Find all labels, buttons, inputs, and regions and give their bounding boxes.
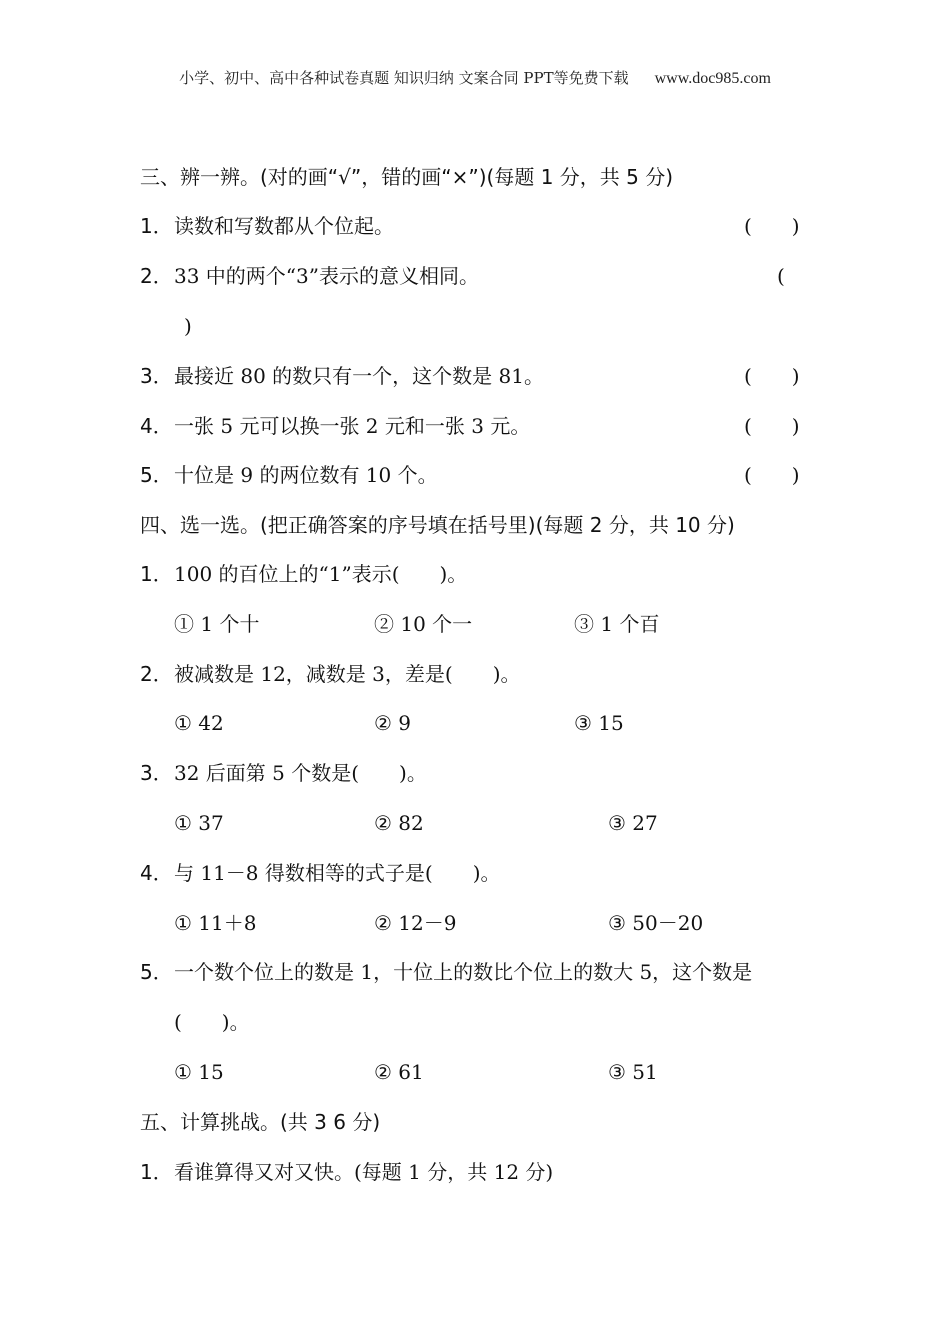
question-row xyxy=(140,1157,820,1187)
question-row-continued xyxy=(140,311,820,341)
header-site: www.doc985.com xyxy=(654,70,771,87)
option-1[interactable]: ① 42 xyxy=(174,711,224,735)
answer-paren-close[interactable]: ) xyxy=(184,314,192,338)
question-text: 100 的百位上的“1”表示( )。 xyxy=(174,562,468,586)
option-1[interactable]: ① 11＋8 xyxy=(174,911,257,935)
answer-paren[interactable]: ( ) xyxy=(744,463,800,487)
answer-paren[interactable]: ( ) xyxy=(744,364,800,388)
question-row xyxy=(140,858,820,888)
option-3[interactable]: ③ 1 个百 xyxy=(574,612,660,636)
section3-title: 三、辨一辨。(对的画“√”，错的画“×”)(每题 1 分，共 5 分) xyxy=(140,165,674,189)
question-text: 一张 5 元可以换一张 2 元和一张 3 元。 xyxy=(174,414,531,438)
question-row xyxy=(140,957,820,987)
question-text: 32 后面第 5 个数是( )。 xyxy=(174,761,427,785)
question-row xyxy=(140,211,820,241)
question-row xyxy=(140,361,820,391)
option-1[interactable]: ① 1 个十 xyxy=(174,612,260,636)
question-text: 一个数个位上的数是 1，十位上的数比个位上的数大 5，这个数是 xyxy=(174,960,753,984)
option-1[interactable]: ① 15 xyxy=(174,1060,224,1084)
question-text: 被减数是 12，减数是 3，差是( )。 xyxy=(174,662,521,686)
question-text: 33 中的两个“3”表示的意义相同。 xyxy=(174,264,479,288)
answer-paren-open[interactable]: ( xyxy=(777,264,785,288)
question-number: 2． xyxy=(140,264,173,288)
question-number: 1． xyxy=(140,214,173,238)
question-number: 4． xyxy=(140,861,173,885)
question-number: 5． xyxy=(140,960,173,984)
option-2[interactable]: ② 10 个一 xyxy=(374,612,473,636)
question-number: 5． xyxy=(140,463,173,487)
question-row xyxy=(140,460,820,490)
option-2[interactable]: ② 12－9 xyxy=(374,911,457,935)
option-2[interactable]: ② 9 xyxy=(374,711,412,735)
question-row xyxy=(140,261,820,291)
question-text: 与 11－8 得数相等的式子是( )。 xyxy=(174,861,501,885)
question-text: 看谁算得又对又快。(每题 1 分，共 12 分) xyxy=(174,1160,554,1184)
question-number: 1． xyxy=(140,1160,173,1184)
option-1[interactable]: ① 37 xyxy=(174,811,224,835)
question-row-continued xyxy=(140,1007,820,1037)
option-3[interactable]: ③ 51 xyxy=(608,1060,658,1084)
question-row xyxy=(140,659,820,689)
question-text: 十位是 9 的两位数有 10 个。 xyxy=(174,463,438,487)
question-number: 3． xyxy=(140,761,173,785)
question-number: 3． xyxy=(140,364,173,388)
question-number: 1． xyxy=(140,562,173,586)
question-row xyxy=(140,758,820,788)
answer-paren[interactable]: ( )。 xyxy=(174,1010,250,1034)
option-3[interactable]: ③ 27 xyxy=(608,811,658,835)
section4-title: 四、选一选。(把正确答案的序号填在括号里)(每题 2 分，共 10 分) xyxy=(140,513,735,537)
header-text: 小学、初中、高中各种试卷真题 知识归纳 文案合同 PPT等免费下载 xyxy=(179,69,629,87)
question-text: 读数和写数都从个位起。 xyxy=(174,214,394,238)
option-2[interactable]: ② 82 xyxy=(374,811,424,835)
page-header xyxy=(0,66,950,91)
option-3[interactable]: ③ 15 xyxy=(574,711,624,735)
question-text: 最接近 80 的数只有一个，这个数是 81。 xyxy=(174,364,544,388)
option-3[interactable]: ③ 50－20 xyxy=(608,911,704,935)
option-2[interactable]: ② 61 xyxy=(374,1060,424,1084)
section5-title: 五、计算挑战。(共 3 6 分) xyxy=(140,1110,381,1134)
question-number: 2． xyxy=(140,662,173,686)
answer-paren[interactable]: ( ) xyxy=(744,414,800,438)
question-row xyxy=(140,411,820,441)
answer-paren[interactable]: ( ) xyxy=(744,214,800,238)
question-row xyxy=(140,559,820,589)
question-number: 4． xyxy=(140,414,173,438)
